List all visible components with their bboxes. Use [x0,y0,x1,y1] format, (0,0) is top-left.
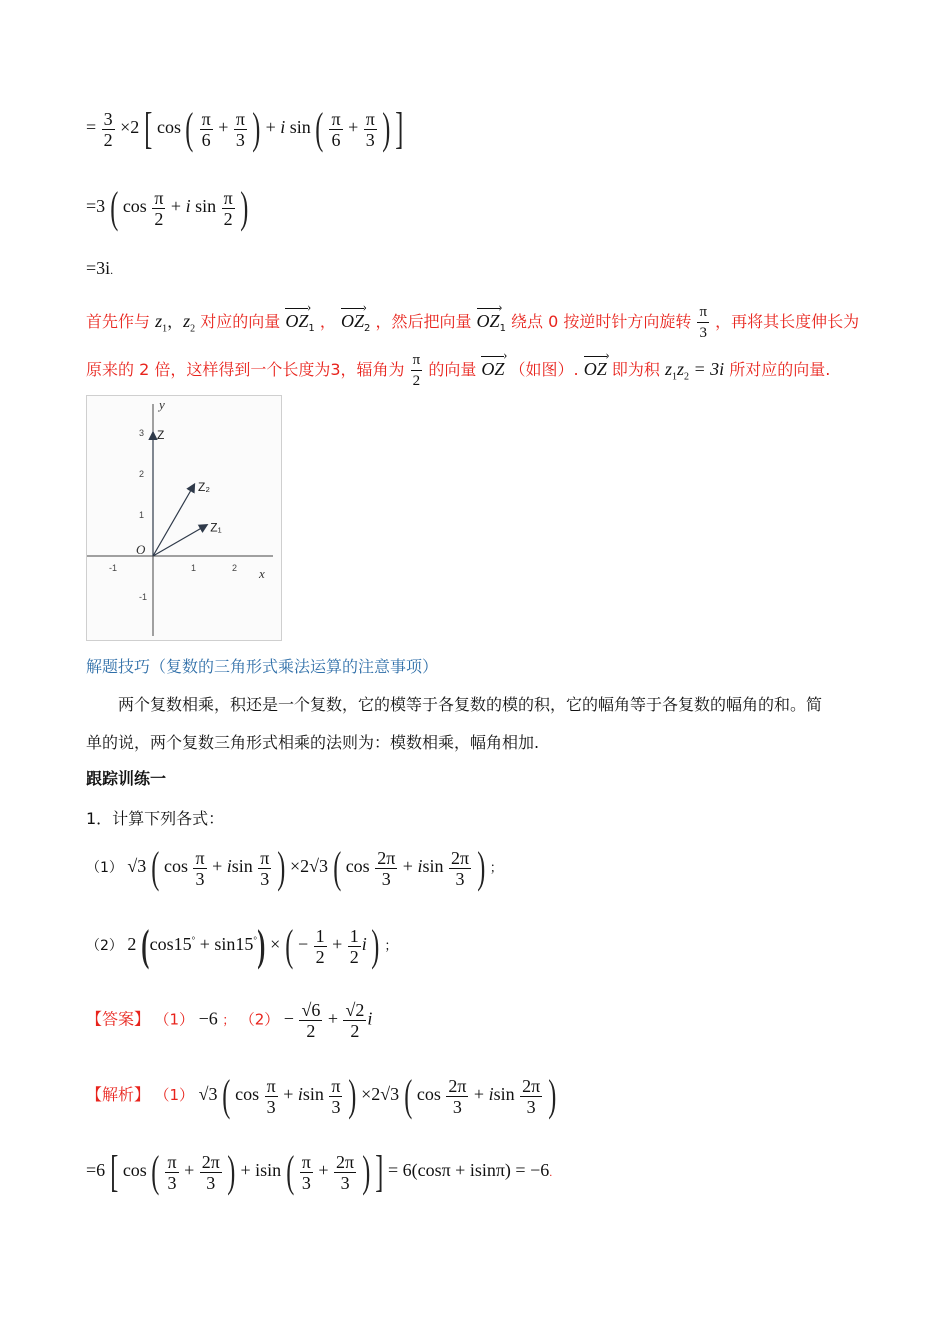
right-paren: ) [371,921,380,970]
question-1: 1．计算下列各式： [86,809,225,828]
text: 即为积 [611,360,660,379]
text: 绕点 0 按逆时针方向旋转 [511,312,692,331]
axes [87,397,273,636]
z: z [183,311,191,331]
sin-label: sin [195,196,217,217]
equation-line-3 [86,258,113,279]
y-tick-label: 2 [139,469,145,479]
fraction-1-2 [314,926,327,967]
imaginary-i: i [367,1008,373,1029]
denominator: 6 [331,129,341,150]
left-paren: ( [285,921,294,970]
vector-z1 [153,525,206,556]
denominator: 3 [455,868,465,889]
period: . [110,263,114,277]
tip-body-2: 单的说，两个复数三角形式相乘的法则为：模数相乘，幅角相加. [86,733,540,752]
denominator: 2 [223,208,233,229]
fraction-sqrt2-2 [343,1000,366,1041]
degree: ° [191,935,196,946]
vector-figure [86,395,282,641]
numerator: 3 [103,108,113,129]
z1z2-product [664,359,725,383]
equation-line-1 [86,104,404,153]
text: 原来的 2 倍，这样得到一个长度为3，辐角为 [86,360,405,379]
plus-sign: + [265,117,276,138]
right-paren: ) [277,843,286,892]
sub: 1 [162,323,168,335]
plus-sign: + [318,1160,329,1181]
vec-text: OZ [481,359,505,379]
y-axis-label: y [159,397,165,412]
imaginary-i: i [417,856,423,877]
numerator: π [411,350,423,371]
separator: ； [222,1013,236,1029]
answer-part-label: （1） [154,1010,195,1029]
sub: 1 [499,323,506,335]
analysis-line-2 [86,1147,553,1196]
fraction-pi-3 [258,848,271,889]
eq-three: =3 [86,196,106,217]
result-3i: =3i [86,258,111,278]
left-paren: ( [185,104,194,153]
right-paren: ) [252,104,261,153]
plus-sign: + [327,1008,338,1029]
fraction-pi-3 [329,1076,342,1117]
left-paren: ( [403,1071,413,1120]
fraction-1-2 [348,926,361,967]
fraction-pi-3 [265,1076,278,1117]
vector-oz1 [477,311,500,332]
denominator: 3 [381,868,391,889]
left-paren: ( [315,104,324,153]
denominator: 3 [452,1096,462,1117]
x-tick-label: 2 [232,563,238,573]
denominator: 6 [201,129,211,150]
z: z [676,359,684,379]
sub: 2 [190,323,196,335]
numerator: √2 [345,1000,365,1020]
numerator: π [167,1151,177,1172]
x-axis-label: x [259,566,265,581]
right-paren: ) [476,843,485,892]
left-bracket: [ [109,1147,119,1196]
denominator: 3 [206,1172,216,1193]
numerator: π [365,108,375,129]
sin15: + sin15 [199,934,254,955]
fraction-2pi-3 [200,1152,222,1193]
denominator: 2 [350,1021,360,1041]
denominator: 3 [365,129,375,150]
right-paren: ) [361,1147,370,1196]
numerator: π [154,187,164,208]
explanation-line-1 [86,302,859,343]
text: 首先作与 [86,312,151,331]
equation-line-2 [86,183,249,232]
problem-1 [86,843,503,892]
numerator: 2π [450,847,470,868]
cos15: cos15 [149,934,192,955]
fraction-2pi-3 [375,848,397,889]
numerator: π [235,108,245,129]
left-paren: ( [151,843,160,892]
numerator: π [260,847,270,868]
cos-label: cos [345,856,370,877]
minus-sign: − [297,934,309,955]
right-paren: ) [257,921,266,970]
plus-sign: + [184,1160,195,1181]
denominator: 2 [154,208,164,229]
fraction-pi-6 [329,109,342,150]
denominator: 2 [412,373,421,389]
fraction-2pi-3 [446,1076,468,1117]
z2-symbol [183,311,196,335]
denominator: 2 [306,1021,316,1041]
vec-text: OZ [340,311,364,331]
fraction-3-2 [102,109,115,150]
analysis-label: 【解析】 [86,1085,151,1105]
numerator: 1 [349,925,359,946]
imaginary-i: i [297,1084,303,1105]
cos-label: cos [122,1160,147,1181]
vector-oz [481,359,504,380]
denominator: 3 [526,1096,536,1117]
fraction-2pi-3 [334,1152,356,1193]
sqrt3: √3 [127,856,147,877]
vectors [153,428,222,556]
numerator: π [331,1075,341,1096]
origin-label: O [136,542,146,557]
plus-sign: + [212,856,223,877]
z1-symbol [155,311,168,335]
numerator: 2π [377,847,396,868]
sin-label: sin [289,117,311,138]
period: . [549,1165,553,1180]
fraction-pi-2 [152,188,165,229]
analysis-part-label: （1） [154,1086,195,1105]
right-bracket: ] [375,1147,384,1196]
numerator: π [201,108,211,129]
tip-body-1: 两个复数相乘，积还是一个复数，它的模等于各复数的模的积，它的幅角等于各复数的幅角的和。简 [118,695,823,714]
sub: 1 [308,323,315,335]
right-paren: ) [227,1147,236,1196]
numerator: 2π [336,1151,355,1172]
imaginary-i: i [488,1084,494,1105]
problem-label: （2） [86,938,123,955]
plus-sign: + [218,117,229,138]
text: 对应的向量 [200,312,281,331]
fraction-pi-2 [411,350,423,391]
imaginary-i: i [280,117,286,138]
left-paren: ( [141,921,150,970]
cos-label: cos [235,1084,260,1105]
vector-oz [584,359,607,380]
plus-sign: + [402,856,413,877]
coef-two: 2 [127,934,137,955]
plus-sign: + [473,1084,485,1105]
z: z [155,311,163,331]
fraction-pi-3 [364,109,377,150]
semicolon: ； [489,861,503,877]
degree: ° [253,935,257,946]
eq-3i: = 3i [693,359,725,379]
analysis-line-1 [86,1071,557,1120]
numerator: π [223,187,233,208]
denominator: 2 [315,946,325,967]
left-paren: ( [332,843,341,892]
plus-sign: + [348,117,359,138]
numerator: π [301,1151,311,1172]
sin-label: sin [422,856,444,877]
numerator: 2π [448,1075,467,1096]
left-paren: ( [151,1147,160,1196]
comma: ， [167,312,184,331]
denominator: 2 [349,946,359,967]
fraction-pi-3 [193,848,206,889]
cos-label: cos [416,1084,441,1105]
vector-z-label: Z [157,428,165,442]
answer-label: 【答案】 [86,1009,151,1029]
fraction-pi-3 [300,1152,313,1193]
imaginary-i: i [185,196,191,217]
numerator: π [266,1075,276,1096]
answer-line [86,1000,372,1041]
fraction-pi-6 [200,109,213,150]
y-tick-label: 1 [139,510,145,520]
right-bracket: ] [395,104,404,153]
numerator: 2π [522,1075,541,1096]
left-paren: ( [285,1147,294,1196]
eq-sign: = [86,117,97,138]
sqrt3: √3 [198,1084,218,1105]
answer-value-1: −6 [198,1008,218,1029]
denominator: 3 [167,1172,177,1193]
denominator: 3 [699,325,708,341]
analysis-result: = 6(cosπ + isinπ) = −6 [387,1160,550,1181]
ticks [109,428,237,602]
times-2sqrt3: ×2√3 [361,1084,400,1105]
numerator: π [331,108,341,129]
denominator: 3 [260,868,270,889]
sin-label: sin [302,1084,324,1105]
times-sign: × [270,934,281,955]
problem-label: （1） [86,860,123,877]
text: ，再将其长度伸长为 [715,312,860,331]
explanation-line-2 [86,350,830,391]
right-paren: ) [382,104,391,153]
vector-oz2 [341,311,364,332]
z: z [664,359,672,379]
denominator: 3 [235,129,245,150]
numerator: π [697,302,709,323]
denominator: 3 [340,1172,350,1193]
vec-text: OZ [583,359,607,379]
imaginary-i: i [226,856,232,877]
text: 的向量 [428,360,477,379]
sin-label: sin [231,856,253,877]
comma: ， [319,312,336,331]
vector-z1-label: Z₁ [210,520,222,535]
plus-sign: + [332,934,343,955]
plus-sign: + [170,196,182,217]
vec-text: OZ [285,311,309,331]
text: 所对应的向量. [729,360,831,379]
fraction-2pi-3 [449,848,471,889]
sub: 2 [363,323,371,335]
imaginary-i: i [361,934,367,955]
eq-six: =6 [86,1160,106,1181]
numerator: π [195,847,205,868]
text: （如图）. [509,360,579,379]
y-tick-label: -1 [139,592,148,602]
isin-label: + isin [240,1160,282,1181]
vector-oz1 [285,311,308,332]
fraction-pi-3 [234,109,247,150]
left-paren: ( [222,1071,231,1120]
denominator: 3 [266,1096,276,1117]
semicolon: ； [384,939,398,955]
times-two: ×2 [120,117,140,138]
denominator: 3 [331,1096,341,1117]
sin-label: sin [493,1084,515,1105]
vec-text: OZ [476,311,500,331]
sub: 2 [683,371,689,383]
vector-z2-label: Z₂ [198,479,210,494]
exercise-heading: 跟踪训练一 [86,769,167,788]
sub: 1 [671,371,677,383]
denominator: 3 [301,1172,311,1193]
x-tick-label: 1 [191,563,197,573]
x-tick-label: -1 [109,563,118,573]
right-paren: ) [240,183,249,232]
minus-sign: − [283,1008,294,1029]
numerator: 1 [315,925,325,946]
numerator: 2π [201,1151,220,1172]
denominator: 2 [103,129,113,150]
vector-figure-svg [87,396,281,640]
fraction-pi-3 [165,1152,178,1193]
y-tick-label: 3 [139,428,145,438]
denominator: 3 [195,868,205,889]
left-bracket: [ [144,104,153,153]
plus-sign: + [283,1084,294,1105]
fraction-pi-2 [222,188,235,229]
answer-part-label: （2） [239,1010,280,1029]
problem-2 [86,921,398,970]
cos-label: cos [122,196,147,217]
text: ，然后把向量 [375,312,472,331]
fraction-pi-3 [697,302,709,343]
fraction-2pi-3 [520,1076,542,1117]
numerator: √6 [301,1000,321,1020]
right-paren: ) [348,1071,357,1120]
vector-z2 [153,485,194,556]
cos-label: cos [163,856,188,877]
left-paren: ( [109,183,119,232]
right-paren: ) [548,1071,557,1120]
fraction-sqrt6-2 [299,1000,322,1041]
tip-title: 解题技巧（复数的三角形式乘法运算的注意事项） [86,657,439,676]
cos-label: cos [156,117,181,138]
times-2sqrt3: ×2√3 [290,856,329,877]
